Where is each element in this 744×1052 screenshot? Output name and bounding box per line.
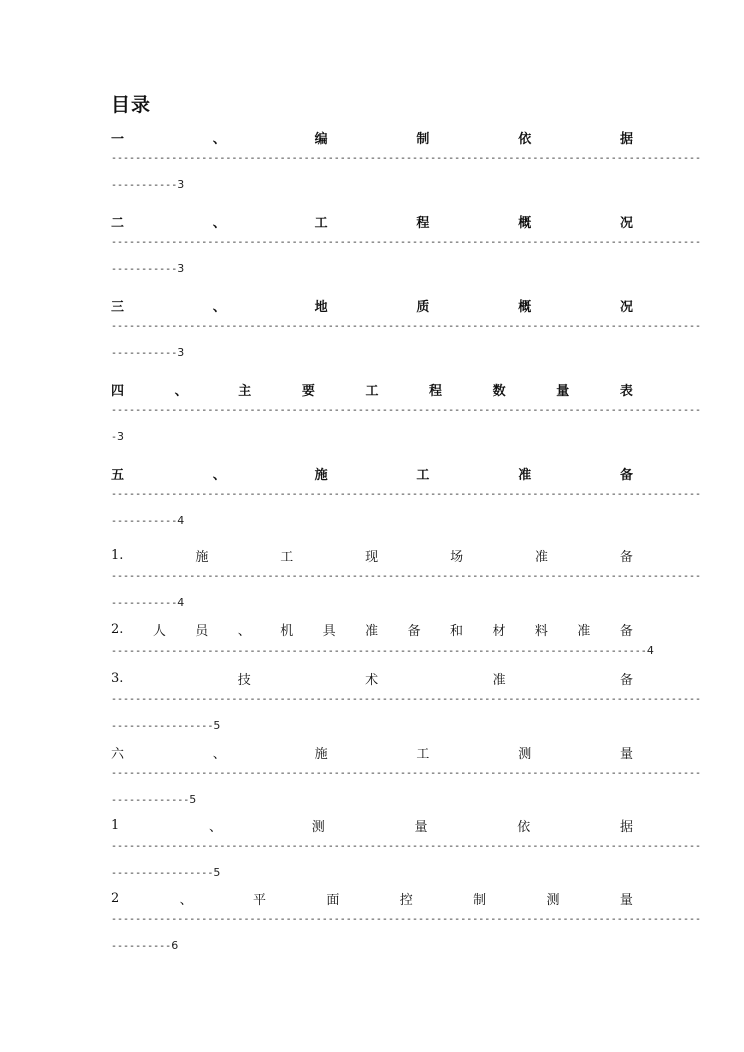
toc-heading-char: 测 (518, 746, 532, 762)
toc-heading-char: 五 (111, 467, 125, 483)
toc-page-number: 4 (646, 644, 654, 657)
toc-leader-line (111, 794, 633, 807)
toc-leader-line (111, 179, 633, 192)
toc-heading-char: 、 (212, 746, 226, 762)
toc-heading-char: 质 (416, 299, 430, 315)
toc-leader-line (111, 489, 702, 501)
toc-heading-char: 2 (111, 890, 120, 906)
toc-heading-char: 术 (365, 672, 379, 688)
toc-heading-char: 备 (619, 623, 633, 639)
toc-heading-char: 准 (518, 467, 532, 483)
toc-heading-char: 六 (111, 746, 125, 762)
toc-heading-char: 、 (179, 892, 193, 908)
toc-leader-dashes: -------------------------------------------------------------------------------------------------- (111, 237, 702, 248)
toc-heading-char: 场 (450, 549, 464, 565)
toc-leader-line (111, 263, 633, 276)
toc-entry[interactable] (111, 379, 702, 444)
toc-leader-dashes: ----------- (111, 180, 178, 191)
toc-heading-char: 况 (619, 215, 633, 231)
toc-leader-line (111, 867, 633, 880)
toc-heading-char: 面 (326, 892, 340, 908)
toc-entry-heading (111, 463, 633, 483)
toc-heading-char: 备 (407, 623, 421, 639)
toc-heading-char: 地 (314, 299, 328, 315)
toc-heading-char: 依 (517, 819, 531, 835)
toc-page-number: 3 (177, 346, 185, 359)
toc-leader-dashes: -------------------------------------------------------------------------------------------------- (111, 571, 702, 582)
toc-leader-line (111, 720, 633, 733)
toc-heading-char: 现 (365, 549, 379, 565)
toc-heading-char: 准 (365, 623, 379, 639)
toc-heading-char: 人 (152, 623, 166, 639)
toc-heading-char: 工 (365, 383, 379, 399)
toc-page-number: 4 (177, 596, 185, 609)
toc-entry-heading (111, 379, 633, 399)
toc-heading-char: 据 (619, 819, 633, 835)
toc-leader-line (111, 768, 702, 780)
toc-heading-char: 施 (195, 549, 209, 565)
toc-heading-char: 准 (535, 549, 549, 565)
toc-leader-dashes: -------------------------------------------------------------------------------------------------- (111, 489, 702, 500)
toc-entry[interactable] (111, 888, 702, 953)
toc-heading-char: 具 (322, 623, 336, 639)
toc-entry[interactable] (111, 295, 702, 360)
toc-heading-char: 、 (174, 383, 188, 399)
toc-leader-dashes: -------------------------------------------------------------------------------------------------- (111, 914, 702, 925)
toc-heading-char: 主 (238, 383, 252, 399)
toc-heading-char: 表 (619, 383, 633, 399)
toc-leader-line (111, 405, 702, 417)
toc-leader-line (111, 597, 633, 610)
toc-leader-line (111, 431, 633, 444)
toc-heading-char: 、 (212, 467, 226, 483)
toc-heading-char: 准 (492, 672, 506, 688)
toc-heading-char: 、 (212, 215, 226, 231)
toc-heading-char: 1. (111, 547, 124, 563)
toc-leader-line (111, 841, 702, 853)
toc-leader-dashes: -------------------------------------------------------------------------------------------------- (111, 405, 702, 416)
toc-heading-char: 2. (111, 621, 124, 637)
toc-heading-char: 量 (556, 383, 570, 399)
toc-leader-dashes: -------------------------------------------------------------------------------------------------- (111, 321, 702, 332)
toc-leader-dashes: ---------- (111, 941, 172, 952)
toc-leader-line (111, 644, 654, 658)
toc-heading-char: 备 (619, 672, 633, 688)
toc-leader-line (111, 321, 702, 333)
toc-leader-line (111, 694, 702, 706)
toc-heading-char: 工 (416, 746, 430, 762)
toc-leader-dashes: ----------------- (111, 721, 214, 732)
toc-heading-char: 施 (314, 467, 328, 483)
toc-heading-char: 、 (212, 299, 226, 315)
toc-leader-dashes: - (111, 432, 118, 443)
toc-heading-char: 据 (619, 131, 633, 147)
toc-leader-line (111, 571, 702, 583)
toc-leader-line (111, 153, 702, 165)
toc-entry[interactable] (111, 815, 702, 880)
toc-leader-line (111, 347, 633, 360)
toc-heading-char: 编 (314, 131, 328, 147)
toc-leader-dashes: ----------- (111, 348, 178, 359)
toc-heading-char: 数 (492, 383, 506, 399)
toc-leader-dashes: -------------------------------------------------------------------------------------------------- (111, 694, 702, 705)
toc-heading-char: 量 (619, 892, 633, 908)
toc-heading-char: 程 (416, 215, 430, 231)
toc-heading-char: 技 (237, 672, 251, 688)
toc-page-number: 5 (213, 866, 221, 879)
toc-heading-char: 材 (492, 623, 506, 639)
toc-heading-char: 依 (518, 131, 532, 147)
toc-page-number: 3 (117, 430, 125, 443)
toc-leader-dashes: ----------- (111, 264, 178, 275)
toc-heading-char: 程 (429, 383, 443, 399)
toc-page-number: 5 (189, 793, 197, 806)
toc-heading-char: 料 (534, 623, 548, 639)
toc-entry[interactable] (111, 668, 702, 733)
toc-leader-dashes: ----------- (111, 598, 178, 609)
toc-heading-char: 工 (416, 467, 430, 483)
toc-heading-char: 工 (314, 215, 328, 231)
toc-entry-heading (111, 211, 633, 231)
toc-heading-char: 三 (111, 299, 125, 315)
toc-entry[interactable] (111, 619, 654, 658)
toc-leader-dashes: -------------------------------------------------------------------------------------------------- (111, 153, 702, 164)
toc-entry[interactable] (111, 127, 702, 192)
toc-heading-char: 和 (450, 623, 464, 639)
toc-entry-heading (111, 742, 633, 762)
toc-entry[interactable] (111, 211, 702, 276)
toc-heading-char: 概 (518, 215, 532, 231)
toc-page-number: 4 (177, 514, 185, 527)
toc-heading-char: 二 (111, 215, 125, 231)
toc-heading-char: 、 (212, 131, 226, 147)
toc-heading-char: 1 (111, 817, 120, 833)
toc-heading-char: 量 (619, 746, 633, 762)
toc-heading-char: 测 (546, 892, 560, 908)
toc-leader-line (111, 237, 702, 249)
toc-entry-heading (111, 295, 633, 315)
toc-heading-char: 备 (619, 467, 633, 483)
toc-heading-char: 工 (280, 549, 294, 565)
toc-entry-heading (111, 888, 633, 908)
toc-title: 目录 (111, 94, 152, 116)
toc-heading-char: 机 (280, 623, 294, 639)
toc-heading-char: 测 (311, 819, 325, 835)
toc-heading-char: 要 (301, 383, 315, 399)
toc-heading-char: 备 (619, 549, 633, 565)
toc-leader-dashes: ----------- (111, 516, 178, 527)
toc-heading-char: 员 (195, 623, 209, 639)
toc-leader-dashes: -------------------------------------------------------------------------------------------------- (111, 768, 702, 779)
toc-heading-char: 施 (314, 746, 328, 762)
toc-heading-char: 量 (414, 819, 428, 835)
toc-page-number: 6 (171, 939, 179, 952)
toc-leader-dashes: ----------------------------------------------------------------------------------------- (111, 646, 647, 657)
toc-entry[interactable] (111, 463, 702, 528)
toc-heading-char: 3. (111, 670, 124, 686)
toc-leader-line (111, 914, 702, 926)
toc-heading-char: 制 (473, 892, 487, 908)
toc-entry-heading (111, 545, 633, 565)
toc-entry-heading (111, 815, 633, 835)
toc-leader-line (111, 940, 633, 953)
toc-leader-line (111, 515, 633, 528)
toc-leader-dashes: ------------- (111, 795, 190, 806)
toc-leader-dashes: ----------------- (111, 868, 214, 879)
toc-leader-dashes: -------------------------------------------------------------------------------------------------- (111, 841, 702, 852)
toc-entry-heading (111, 668, 633, 688)
toc-entry-heading (111, 619, 633, 639)
toc-heading-char: 准 (577, 623, 591, 639)
toc-heading-char: 一 (111, 131, 125, 147)
toc-entry[interactable] (111, 545, 702, 610)
toc-heading-char: 平 (253, 892, 267, 908)
toc-page-number: 3 (177, 262, 185, 275)
toc-page-number: 3 (177, 178, 185, 191)
toc-heading-char: 况 (619, 299, 633, 315)
toc-heading-char: 控 (399, 892, 413, 908)
toc-heading-char: 概 (518, 299, 532, 315)
toc-entry[interactable] (111, 742, 702, 807)
toc-heading-char: 、 (209, 819, 223, 835)
toc-heading-char: 四 (111, 383, 125, 399)
toc-heading-char: 制 (416, 131, 430, 147)
toc-heading-char: 、 (237, 623, 251, 639)
toc-entry-heading (111, 127, 633, 147)
toc-page-number: 5 (213, 719, 221, 732)
